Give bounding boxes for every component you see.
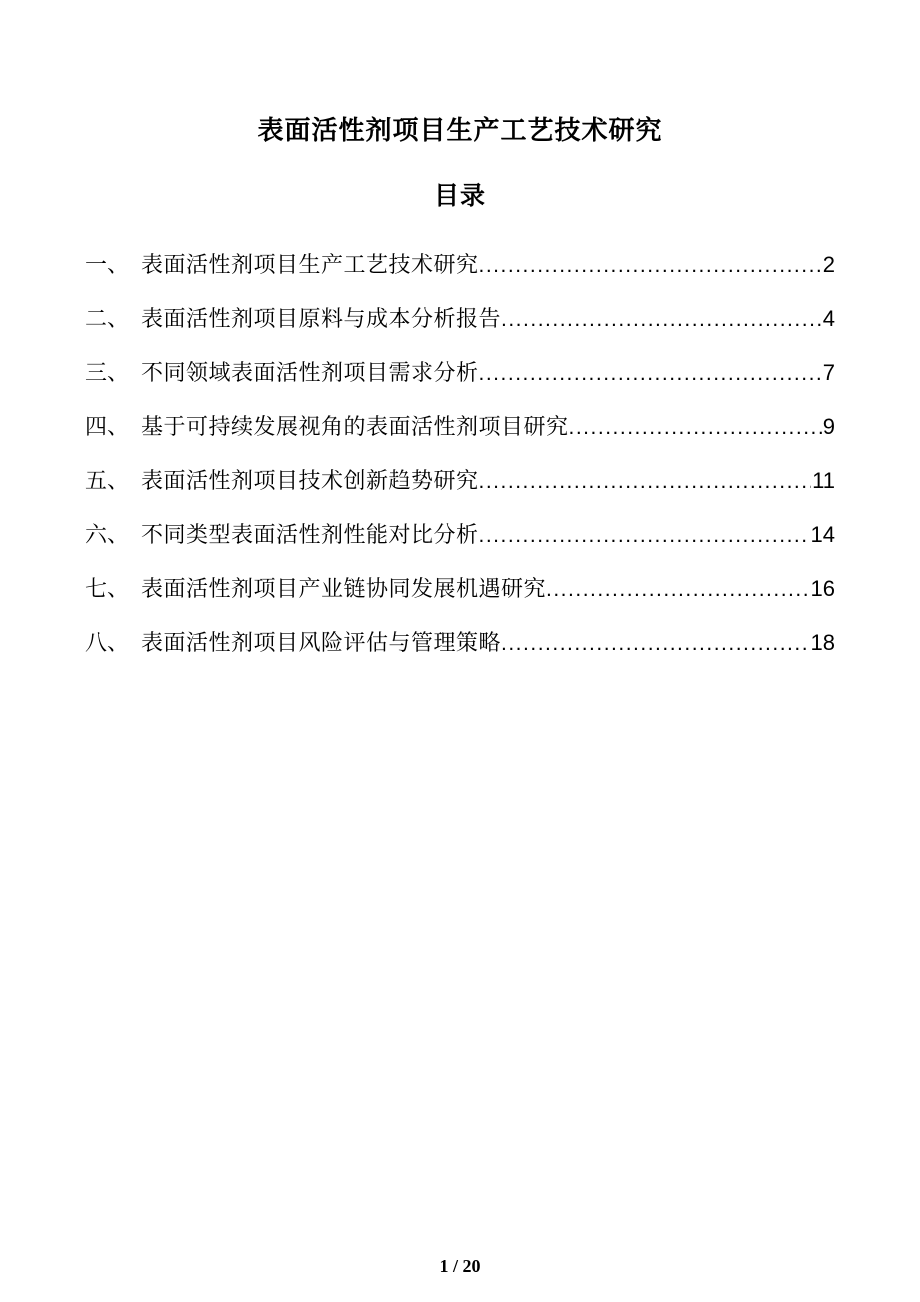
toc-entry-title: 表面活性剂项目产业链协同发展机遇研究 — [141, 576, 547, 601]
toc-entry-page-number: 11 — [812, 468, 835, 493]
page-footer — [0, 1256, 920, 1277]
toc-dot-leader — [501, 629, 810, 658]
toc-entry[interactable] — [85, 358, 835, 387]
toc-entry-title: 表面活性剂项目风险评估与管理策略 — [141, 630, 502, 655]
toc-entry[interactable] — [85, 466, 835, 495]
toc-dot-leader — [546, 575, 810, 604]
toc-entry-page-number: 9 — [822, 414, 835, 439]
toc-dot-leader — [569, 413, 822, 442]
toc-entry-number: 八、 — [85, 630, 130, 655]
table-of-contents — [85, 250, 835, 657]
toc-entry-number: 四、 — [85, 414, 130, 439]
toc-entry-number: 六、 — [85, 522, 130, 547]
toc-dot-leader — [479, 251, 822, 280]
toc-entry-number: 七、 — [85, 576, 130, 601]
toc-entry-page-number: 2 — [822, 252, 835, 277]
toc-entry-title: 表面活性剂项目原料与成本分析报告 — [141, 306, 502, 331]
toc-entry-title: 不同类型表面活性剂性能对比分析 — [141, 522, 479, 547]
toc-entry-title: 表面活性剂项目技术创新趋势研究 — [141, 468, 479, 493]
toc-dot-leader — [501, 305, 822, 334]
toc-dot-leader — [479, 521, 810, 550]
toc-entry-number: 二、 — [85, 306, 130, 331]
toc-entry[interactable] — [85, 574, 835, 603]
toc-entry-number: 五、 — [85, 468, 130, 493]
toc-entry-title: 不同领域表面活性剂项目需求分析 — [141, 360, 479, 385]
toc-entry[interactable] — [85, 520, 835, 549]
toc-entry[interactable] — [85, 304, 835, 333]
page-number-indicator: 1 / 20 — [439, 1256, 481, 1276]
toc-entry[interactable] — [85, 250, 835, 279]
toc-entry-number: 三、 — [85, 360, 130, 385]
toc-entry[interactable] — [85, 412, 835, 441]
toc-entry-page-number: 4 — [822, 306, 835, 331]
toc-entry-title: 基于可持续发展视角的表面活性剂项目研究 — [141, 414, 569, 439]
toc-entry-number: 一、 — [85, 252, 130, 277]
toc-entry-page-number: 7 — [822, 360, 835, 385]
document-title: 表面活性剂项目生产工艺技术研究 — [257, 115, 663, 145]
toc-entry-page-number: 18 — [810, 630, 835, 655]
toc-dot-leader — [479, 467, 812, 496]
toc-entry[interactable] — [85, 628, 835, 657]
toc-heading: 目录 — [433, 182, 486, 210]
toc-dot-leader — [479, 359, 822, 388]
toc-entry-page-number: 16 — [810, 576, 835, 601]
toc-entry-page-number: 14 — [810, 522, 835, 547]
toc-entry-title: 表面活性剂项目生产工艺技术研究 — [141, 252, 479, 277]
